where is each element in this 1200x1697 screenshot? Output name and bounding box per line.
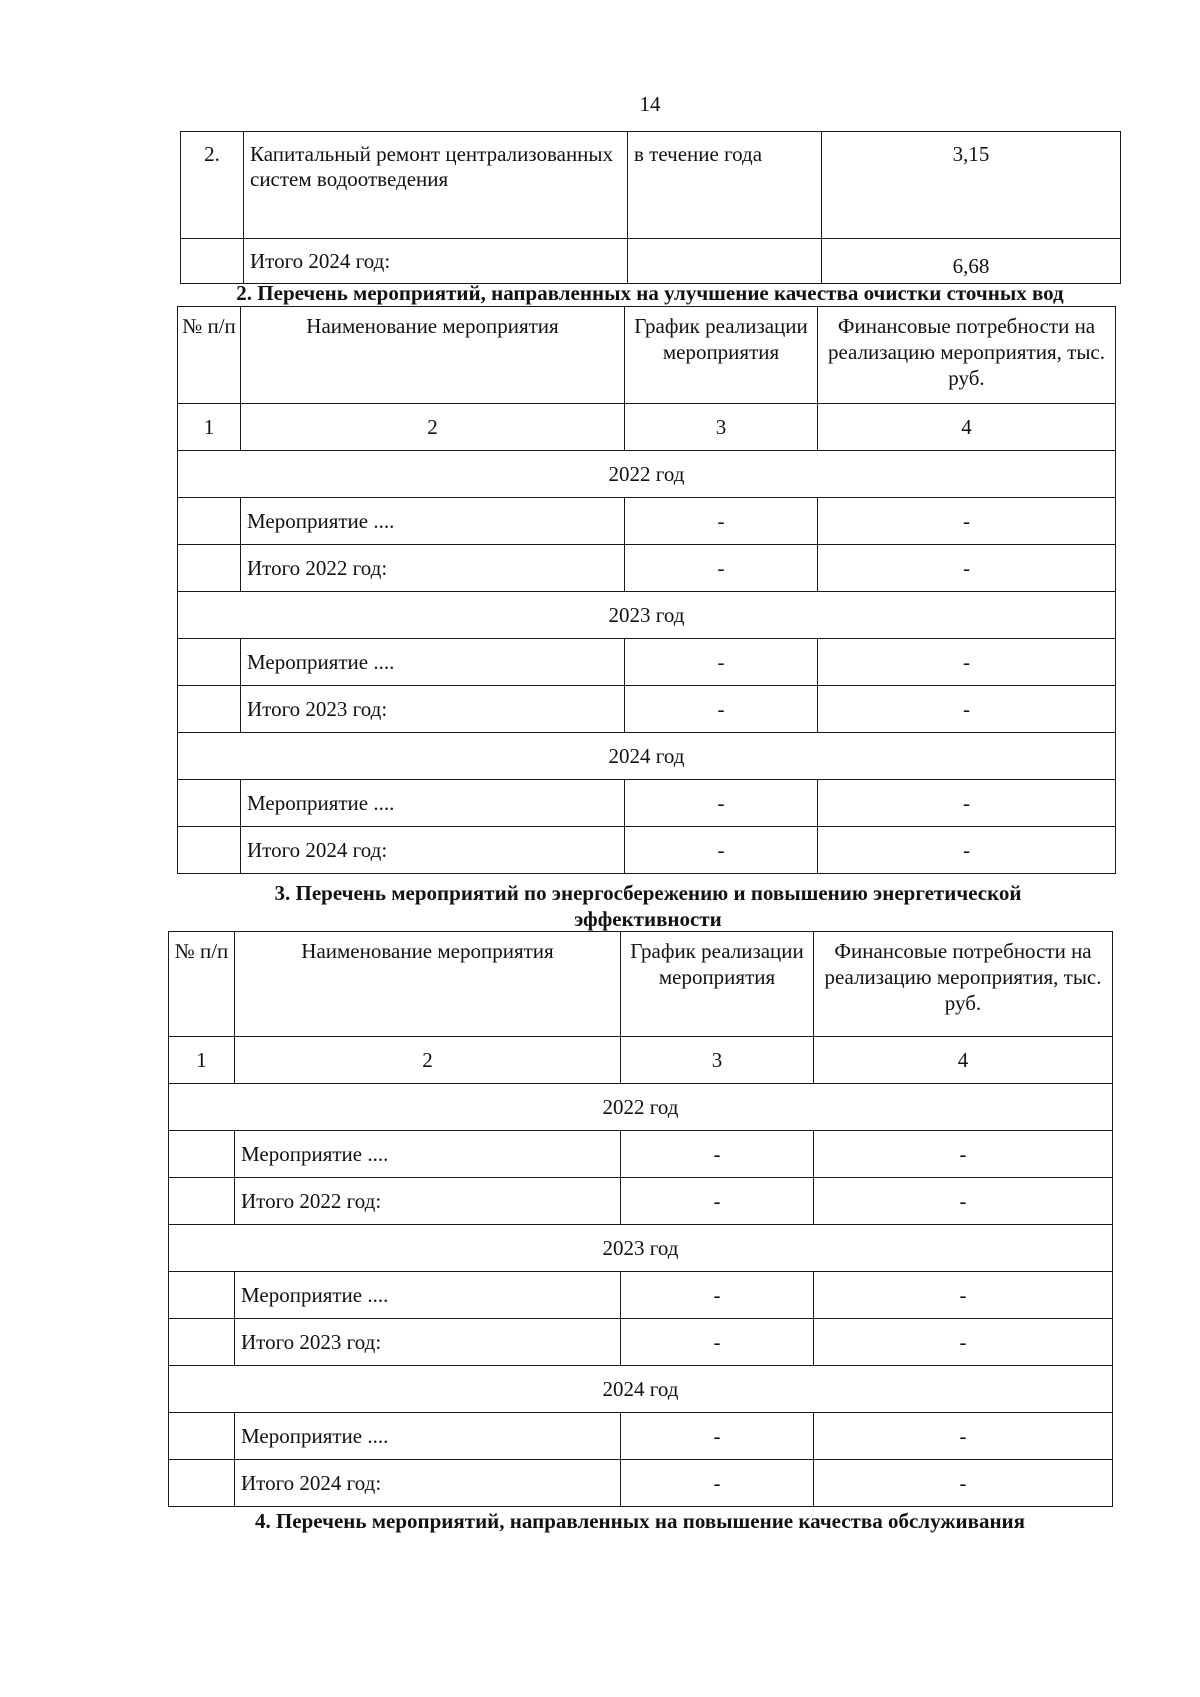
header-name: Наименование мероприятия bbox=[241, 307, 625, 404]
col-number: 3 bbox=[621, 1037, 814, 1084]
measure-cost: - bbox=[814, 1131, 1113, 1178]
measure-schedule: - bbox=[621, 1131, 814, 1178]
table-row bbox=[169, 1131, 1113, 1178]
total-label: Итого 2022 год: bbox=[241, 545, 625, 592]
row-number bbox=[169, 1131, 235, 1178]
header-name: Наименование мероприятия bbox=[235, 932, 621, 1037]
table-energy-saving bbox=[168, 931, 1113, 1507]
table-row bbox=[178, 827, 1116, 874]
table-row bbox=[169, 1272, 1113, 1319]
total-schedule bbox=[628, 239, 822, 284]
total-cost: - bbox=[814, 1178, 1113, 1225]
section-title-4: 4. Перечень мероприятий, направленных на повышение качества обслуживания bbox=[254, 1509, 1026, 1533]
year-label: 2023 год bbox=[169, 1225, 1113, 1272]
total-schedule: - bbox=[625, 827, 818, 874]
year-row bbox=[178, 592, 1116, 639]
header-num: № п/п bbox=[169, 932, 235, 1037]
page-number: 14 bbox=[639, 92, 661, 116]
table-row bbox=[169, 1413, 1113, 1460]
table-row bbox=[178, 780, 1116, 827]
row-number bbox=[178, 780, 241, 827]
measure-name: Мероприятие .... bbox=[241, 639, 625, 686]
row-number bbox=[178, 545, 241, 592]
row-number bbox=[181, 239, 244, 284]
measure-schedule: - bbox=[625, 498, 818, 545]
row-number bbox=[169, 1178, 235, 1225]
row-number bbox=[169, 1319, 235, 1366]
total-schedule: - bbox=[621, 1178, 814, 1225]
col-number: 4 bbox=[814, 1037, 1113, 1084]
year-row bbox=[169, 1225, 1113, 1272]
column-numbers-row bbox=[169, 1037, 1113, 1084]
measure-cost: - bbox=[818, 639, 1116, 686]
measure-schedule: - bbox=[621, 1272, 814, 1319]
total-label: Итого 2024 год: bbox=[244, 239, 628, 284]
total-cost: - bbox=[814, 1460, 1113, 1507]
header-num: № п/п bbox=[178, 307, 241, 404]
total-schedule: - bbox=[621, 1460, 814, 1507]
measure-name: Мероприятие .... bbox=[235, 1131, 621, 1178]
table-header-row bbox=[169, 932, 1113, 1037]
table-row bbox=[178, 545, 1116, 592]
year-row bbox=[178, 733, 1116, 780]
measure-name: Мероприятие .... bbox=[235, 1413, 621, 1460]
table-water-disposal-continuation bbox=[180, 131, 1121, 284]
row-number bbox=[178, 498, 241, 545]
col-number: 2 bbox=[235, 1037, 621, 1084]
year-label: 2022 год bbox=[169, 1084, 1113, 1131]
col-number: 1 bbox=[178, 404, 241, 451]
total-label: Итого 2023 год: bbox=[241, 686, 625, 733]
col-number: 1 bbox=[169, 1037, 235, 1084]
section-title-3: 3. Перечень мероприятий по энергосбережению и повышению энергетической эффективности bbox=[274, 881, 1022, 931]
section-title-2: 2. Перечень мероприятий, направленных на улучшение качества очистки сточных вод bbox=[236, 281, 1064, 305]
header-cost: Финансовые потребности на реализацию мероприятия, тыс. руб. bbox=[818, 307, 1116, 404]
total-cost: - bbox=[814, 1319, 1113, 1366]
year-row bbox=[169, 1366, 1113, 1413]
year-row bbox=[169, 1084, 1113, 1131]
table-row bbox=[178, 639, 1116, 686]
table-row bbox=[181, 132, 1121, 239]
year-label: 2023 год bbox=[178, 592, 1116, 639]
measure-name: Мероприятие .... bbox=[241, 498, 625, 545]
row-number: 2. bbox=[181, 132, 244, 239]
total-schedule: - bbox=[625, 686, 818, 733]
col-number: 2 bbox=[241, 404, 625, 451]
measure-cost: 3,15 bbox=[822, 132, 1121, 239]
total-cost: - bbox=[818, 545, 1116, 592]
measure-name: Капитальный ремонт централизованных систем водоотведения bbox=[244, 132, 628, 239]
table-row bbox=[178, 686, 1116, 733]
row-number bbox=[169, 1413, 235, 1460]
table-wastewater-treatment bbox=[177, 306, 1116, 874]
table-row bbox=[169, 1178, 1113, 1225]
row-number bbox=[178, 686, 241, 733]
row-number bbox=[178, 639, 241, 686]
measure-schedule: - bbox=[625, 639, 818, 686]
year-label: 2024 год bbox=[169, 1366, 1113, 1413]
col-number: 4 bbox=[818, 404, 1116, 451]
measure-schedule: в течение года bbox=[628, 132, 822, 239]
table-header-row bbox=[178, 307, 1116, 404]
col-number: 3 bbox=[625, 404, 818, 451]
measure-cost: - bbox=[814, 1413, 1113, 1460]
total-cost: 6,68 bbox=[822, 239, 1121, 284]
total-label: Итого 2024 год: bbox=[241, 827, 625, 874]
total-schedule: - bbox=[625, 545, 818, 592]
measure-cost: - bbox=[818, 780, 1116, 827]
year-label: 2024 год bbox=[178, 733, 1116, 780]
measure-schedule: - bbox=[625, 780, 818, 827]
measure-cost: - bbox=[814, 1272, 1113, 1319]
table-row bbox=[178, 498, 1116, 545]
total-schedule: - bbox=[621, 1319, 814, 1366]
year-label: 2022 год bbox=[178, 451, 1116, 498]
total-label: Итого 2023 год: bbox=[235, 1319, 621, 1366]
header-cost: Финансовые потребности на реализацию мероприятия, тыс. руб. bbox=[814, 932, 1113, 1037]
column-numbers-row bbox=[178, 404, 1116, 451]
header-schedule: График реализации мероприятия bbox=[625, 307, 818, 404]
year-row bbox=[178, 451, 1116, 498]
row-number bbox=[169, 1272, 235, 1319]
total-cost: - bbox=[818, 827, 1116, 874]
row-number bbox=[178, 827, 241, 874]
measure-name: Мероприятие .... bbox=[235, 1272, 621, 1319]
measure-schedule: - bbox=[621, 1413, 814, 1460]
total-cost: - bbox=[818, 686, 1116, 733]
measure-cost: - bbox=[818, 498, 1116, 545]
header-schedule: График реализации мероприятия bbox=[621, 932, 814, 1037]
measure-name: Мероприятие .... bbox=[241, 780, 625, 827]
total-label: Итого 2024 год: bbox=[235, 1460, 621, 1507]
table-row bbox=[181, 239, 1121, 284]
total-label: Итого 2022 год: bbox=[235, 1178, 621, 1225]
table-row bbox=[169, 1460, 1113, 1507]
table-row bbox=[169, 1319, 1113, 1366]
row-number bbox=[169, 1460, 235, 1507]
